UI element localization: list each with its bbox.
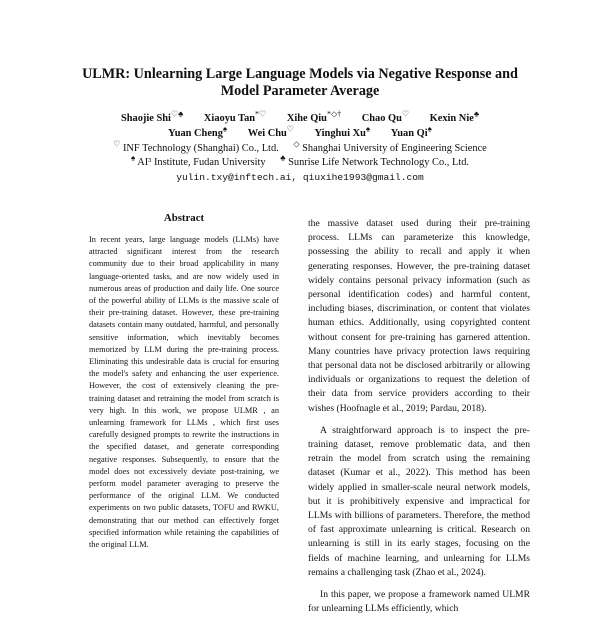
author-list	[40, 109, 560, 141]
author	[203, 109, 267, 127]
author	[314, 124, 371, 142]
author-mark: *♡	[255, 109, 267, 119]
abstract-heading: Abstract	[163, 212, 205, 224]
author-mark: ♡	[401, 109, 410, 119]
affiliation	[280, 153, 469, 168]
affiliation-list	[40, 139, 560, 170]
author-name: Xiaoyu Tan	[203, 113, 256, 124]
author-mark: ♠	[222, 124, 228, 134]
author-name: Wei Chu	[247, 127, 287, 139]
affiliation	[130, 153, 266, 168]
title-line-2: Model Parameter Average	[220, 83, 380, 99]
affiliation-row-1	[40, 139, 560, 156]
affiliation-row-2	[40, 153, 560, 170]
intro-paragraph: the massive dataset used during their pre-training process. LLMs can parameterize this knowledge, possessing the ability to recall and apply it when generating responses. However, the pre-training dataset widely contains personal privacy information (such as personal identification codes) and harmful content, including biases, discrimination, or content that violates human ethics. Additionally, using copyrighted content without consent for pre-training has garnered attention. Many countries have privacy protection laws requiring that personal data not be disclosed arbitrarily or allowing individuals or organizations to request the deletion of their data from service providers according to their wishes (Hoofnagle et al., 2019; Pardau, 2018).	[308, 218, 530, 414]
author-name: Chao Qu	[361, 113, 402, 124]
title-line-1: ULMR: Unlearning Large Language Models via Negative Response and	[82, 66, 518, 82]
paper-title	[40, 66, 560, 100]
abstract-body: In recent years, large language models (LLMs) have attracted significant interest from the research community due to their broad applicability in many language-oriented tasks, and are now widely used in numerous areas of production and daily life. One source of the powerful ability of LLMs is the massive scale of their pre-training dataset. However, these pre-training datasets contain many outdated, harmful, and personally sensitive information, which inevitably becomes memorized by LLM during the pre-training process. Eliminating this undesirable data is crucial for ensuring the model's safety and enhancing the user experience. However, the cost of extensively cleaning the pre-training dataset and retraining the model from scratch is very high. In this work, we propose ULMR , an unlearning framework for LLMs , which first uses carefully designed prompts to rewrite the instructions in the specified dataset, and generate corresponding negative responses. Subsequently, to ensure that the model does not excessively deviate post-training, we perform model parameter averaging to preserve the performance of the original LLM. We conducted experiments on two public datasets, TOFU and RWKU, demonstrating that our method can effectively forget specified information while retaining the capabilities of the original LLM.	[89, 235, 279, 550]
author-mark: ♠	[427, 124, 432, 134]
affiliation-mark: ◇	[293, 139, 300, 149]
intro-paragraph: In this paper, we propose a framework named ULMR for unlearning LLMs efficiently, which	[308, 589, 530, 615]
author-name: Yuan Qi	[390, 127, 428, 139]
author-row-1	[40, 109, 560, 127]
affiliation-mark: ♡	[113, 139, 121, 149]
author-name: Shaojie Shi	[120, 113, 171, 124]
author-name: Yinghui Xu	[314, 127, 366, 139]
author	[390, 124, 432, 142]
affiliation-text: Sunrise Life Network Technology Co., Ltd.	[288, 157, 469, 168]
author	[120, 109, 184, 127]
affiliation-text: INF Technology (Shanghai) Co., Ltd.	[122, 143, 279, 154]
author-name: Kexin Nie	[429, 113, 474, 124]
author	[247, 124, 294, 142]
affiliation-text: AI³ Institute, Fudan University	[137, 157, 266, 168]
contact-email: yulin.txy@inftech.ai, qiuxihe1993@gmail.com	[176, 172, 424, 183]
author-name: Xihe Qiu	[286, 113, 327, 124]
author-mark: ♠	[365, 124, 371, 134]
intro-paragraph: A straightforward approach is to inspect the pre-training dataset, remove problematic data, and then retrain the model from scratch using the remaining dataset (Kumar et al., 2022). This method has been widely applied in smaller-scale neural network models, but it is prohibitively expensive and impractical for LLMs with billions of parameters. Therefore, the method of fast approximate unlearning is critical. Research on unlearning is still in its early stages, focusing on the fields of machine learning, and unlearning for LLMs remains a challenging task (Zhao et al., 2024).	[308, 424, 530, 578]
author-mark: *◇†	[326, 109, 342, 119]
affiliation	[113, 139, 279, 154]
author	[429, 109, 480, 127]
affiliation-mark: ♣	[280, 153, 286, 163]
author-mark: ♡	[286, 124, 294, 134]
affiliation-mark: ♠	[130, 153, 136, 163]
author-mark: ♣	[473, 109, 480, 119]
affiliation-text: Shanghai University of Engineering Science	[302, 143, 487, 154]
intro-column	[308, 217, 530, 624]
author-mark: ♡♣	[170, 109, 184, 119]
author-name: Yuan Cheng	[168, 127, 223, 139]
affiliation	[293, 139, 487, 154]
author	[168, 124, 228, 142]
author	[286, 109, 342, 127]
